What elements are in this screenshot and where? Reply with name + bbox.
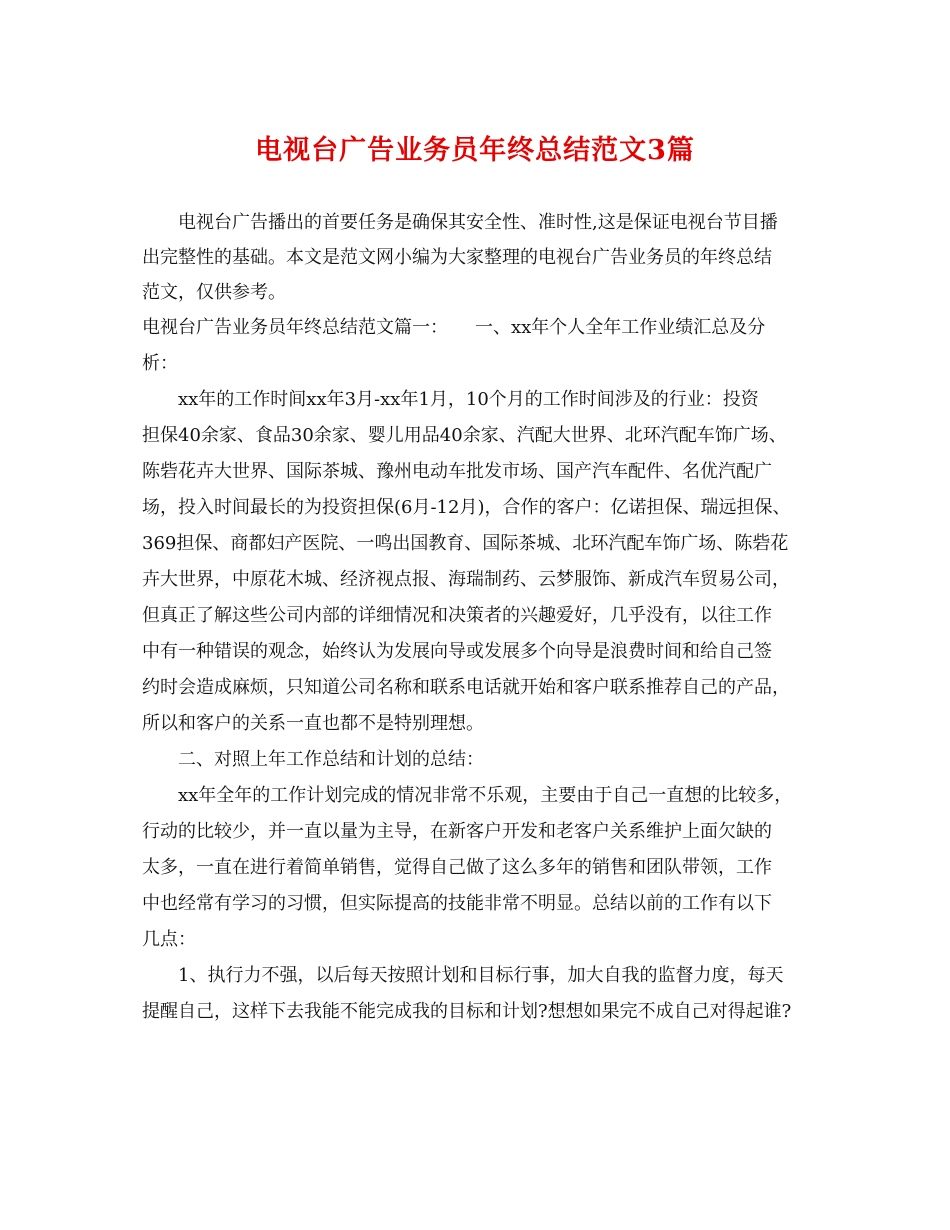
paragraph-line: xx年的工作时间xx年3月-xx年1月，10个月的工作时间涉及的行业：投资 [178, 389, 759, 410]
paragraph-line: 范文，仅供参考。 [142, 282, 286, 303]
paragraph-line: xx年全年的工作计划完成的情况非常不乐观，主要由于自己一直想的比较多， [178, 785, 793, 806]
paragraph-line: 1、执行力不强，以后每天按照计划和目标行事，加大自我的监督力度，每天 [178, 965, 784, 986]
paragraph-line: 电视台广告业务员年终总结范文篇一： 一、xx年个人全年工作业绩汇总及分 [142, 317, 766, 338]
section-heading: 二、对照上年工作总结和计划的总结： [178, 749, 484, 770]
paragraph-line: 电视台广告播出的首要任务是确保其安全性、准时性,这是保证电视台节目播 [178, 212, 778, 233]
paragraph-line: 中有一种错误的观念，始终认为发展向导或发展多个向导是浪费时间和给自己签 [142, 641, 772, 662]
paragraph-line: 出完整性的基础。本文是范文网小编为大家整理的电视台广告业务员的年终总结 [142, 247, 772, 268]
paragraph-line: 陈砦花卉大世界、国际茶城、豫州电动车批发市场、国产汽车配件、名优汽配广 [142, 461, 772, 482]
paragraph-line: 但真正了解这些公司内部的详细情况和决策者的兴趣爱好，几乎没有，以往工作 [142, 605, 772, 626]
paragraph-line: 太多，一直在进行着简单销售，觉得自己做了这么多年的销售和团队带领，工作 [142, 857, 772, 878]
paragraph-line: 担保40余家、食品30余家、婴儿用品40余家、汽配大世界、北环汽配车饰广场、 [142, 425, 787, 446]
paragraph-line: 提醒自己，这样下去我能不能完成我的目标和计划?想想如果完不成自己对得起谁? [142, 1001, 792, 1022]
paragraph-line: 卉大世界，中原花木城、经济视点报、海瑞制药、云梦服饰、新成汽车贸易公司， [142, 569, 790, 590]
document-title: 电视台广告业务员年终总结范文3篇 [255, 135, 695, 166]
paragraph-line: 行动的比较少，并一直以量为主导，在新客户开发和老客户关系维护上面欠缺的 [142, 821, 772, 842]
paragraph-line: 场，投入时间最长的为投资担保(6月-12月)，合作的客户：亿诺担保、瑞远担保、 [142, 497, 791, 518]
paragraph-line: 析： [142, 353, 178, 374]
paragraph-line: 中也经常有学习的习惯，但实际提高的技能非常不明显。总结以前的工作有以下 [142, 893, 772, 914]
paragraph-line: 369担保、商都妇产医院、一鸣出国教育、国际茶城、北环汽配车饰广场、陈砦花 [142, 533, 789, 554]
paragraph-line: 几点： [142, 929, 196, 950]
paragraph-line: 约时会造成麻烦，只知道公司名称和联系电话就开始和客户联系推荐自己的产品， [142, 677, 790, 698]
paragraph-line: 所以和客户的关系一直也都不是特别理想。 [142, 713, 484, 734]
